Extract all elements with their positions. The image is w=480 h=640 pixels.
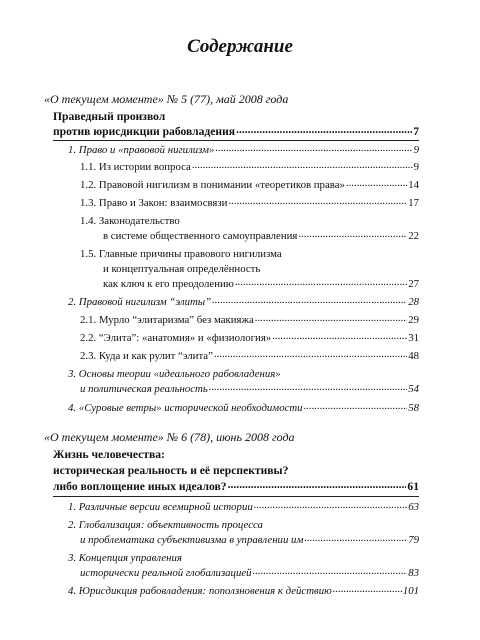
main-article-title: Жизнь человечества: <box>53 448 165 461</box>
main-article-title: историческая реальность и её перспективы? <box>53 464 289 477</box>
page-number: 28 <box>408 296 419 308</box>
page-number: 9 <box>413 144 419 156</box>
dot-leader <box>304 401 408 411</box>
toc-entry[interactable]: 4. «Суровые ветры» исторической необходимости ..... 58 <box>68 401 419 415</box>
dot-leader <box>228 196 407 206</box>
page-number: 83 <box>408 567 419 579</box>
dot-leader <box>254 500 407 510</box>
page-number: 14 <box>408 179 419 191</box>
toc-entry[interactable]: в системе общественного самоуправления ..... 22 <box>103 229 419 243</box>
toc-entry-line: 1.5. Главные причины правового нигилизма <box>80 248 282 260</box>
divider <box>53 496 419 497</box>
toc-entry[interactable]: 2.1. Мурло “элитаризма” без макияжа ..... 29 <box>80 313 419 327</box>
page-number: 27 <box>408 278 419 290</box>
dot-leader <box>346 178 407 188</box>
dot-leader <box>253 566 408 576</box>
dot-leader <box>304 533 407 543</box>
page-number: 58 <box>408 402 419 414</box>
toc-entry-line: 3. Концепция управления <box>68 552 182 564</box>
toc-entry[interactable]: как ключ к его преодолению ..... 27 <box>103 277 419 291</box>
page-number: 17 <box>408 197 419 209</box>
dot-leader <box>235 277 407 287</box>
toc-entry-line: 3. Основы теории «идеального рабовладения» <box>68 368 281 380</box>
page-number: 22 <box>408 230 419 242</box>
toc-entry[interactable]: 1.2. Правовой нигилизм в понимании «теоретиков права» ..... 14 <box>80 178 419 192</box>
toc-entry[interactable]: 1. Различные версии всемирной истории ..... 63 <box>68 500 419 514</box>
page-number: 7 <box>413 125 419 138</box>
page-number: 29 <box>408 314 419 326</box>
toc-entry-line: 2. Глобализация: объективность процесса <box>68 519 263 531</box>
page-number: 48 <box>408 350 419 362</box>
page-title: Содержание <box>187 36 293 57</box>
toc-entry[interactable]: 1.1. Из истории вопроса ..... 9 <box>80 160 419 174</box>
toc-entry[interactable]: 4. Юрисдикция рабовладения: поползновения к действию ..... 101 <box>68 584 419 598</box>
toc-entry[interactable]: либо воплощение иных идеалов? ..... 61 <box>53 480 419 494</box>
dot-leader <box>298 229 407 239</box>
issue-heading: «О текущем моменте» № 5 (77), май 2008 года <box>44 92 289 106</box>
dot-leader <box>214 349 407 359</box>
dot-leader <box>228 480 407 490</box>
toc-entry[interactable]: 1. Право и «правовой нигилизм» ..... 9 <box>68 143 419 157</box>
toc-entry[interactable]: против юрисдикции рабовладения ..... 7 <box>53 125 419 139</box>
toc-entry-line: и концептуальная определённость <box>103 263 261 275</box>
dot-leader <box>212 295 407 305</box>
toc-entry[interactable]: 2.3. Куда и как рулит “элита” ..... 48 <box>80 349 419 363</box>
dot-leader <box>236 125 412 135</box>
dot-leader <box>192 160 413 170</box>
divider <box>53 140 419 141</box>
dot-leader <box>209 382 407 392</box>
page-number: 54 <box>408 383 419 395</box>
toc-entry-line: 1.4. Законодательство <box>80 215 180 227</box>
toc-entry[interactable]: и политическая реальность ..... 54 <box>80 382 419 396</box>
dot-leader <box>215 143 412 153</box>
page-number: 9 <box>413 161 419 173</box>
page-number: 79 <box>408 534 419 546</box>
dot-leader <box>272 331 407 341</box>
toc-entry[interactable]: 2.2. “Элита”: «анатомия» и «физиология» ..... 31 <box>80 331 419 345</box>
issue-heading: «О текущем моменте» № 6 (78), июнь 2008 года <box>44 430 295 444</box>
dot-leader <box>333 584 402 594</box>
toc-entry[interactable]: и проблематика субъективизма в управлении им ..... 79 <box>80 533 419 547</box>
page-number: 31 <box>408 332 419 344</box>
toc-entry[interactable]: 2. Правовой нигилизм “элиты” ..... 28 <box>68 295 419 309</box>
page-number: 63 <box>408 501 419 513</box>
page-number: 61 <box>407 480 419 493</box>
toc-entry[interactable]: 1.3. Право и Закон: взаимосвязи ..... 17 <box>80 196 419 210</box>
toc-entry[interactable]: исторически реальной глобализацией ..... 83 <box>80 566 419 580</box>
main-article-title: Праведный произвол <box>53 110 166 123</box>
dot-leader <box>255 313 407 323</box>
page-number: 101 <box>402 585 419 597</box>
